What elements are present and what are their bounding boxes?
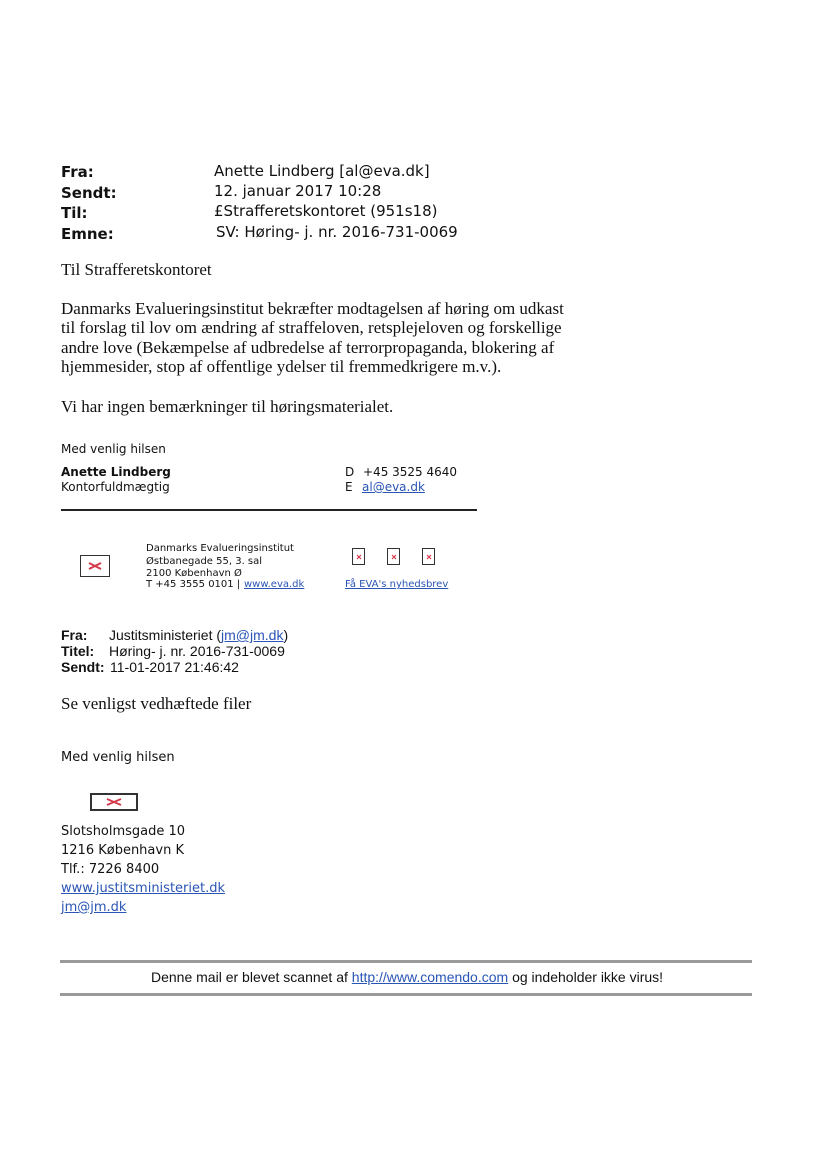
broken-image-x-icon (426, 554, 432, 560)
footer-text (151, 969, 663, 985)
sent-value: 12. januar 2017 10:28 (214, 182, 382, 200)
signature-divider (61, 509, 477, 511)
sent-label: Sendt: (61, 659, 105, 675)
eva-website-link[interactable]: www.eva.dk (244, 579, 305, 590)
eva-address-1: Østbanegade 55, 3. sal (146, 556, 263, 567)
eva-address-2: 2100 København Ø (146, 568, 242, 579)
body-line-2: til forslag til lov om ændring af straffeloven, retsplejeloven og forskellige (61, 318, 562, 337)
eva-org-name: Danmarks Evalueringsinstitut (146, 543, 294, 554)
eva-logo-broken-image-icon (80, 555, 110, 577)
from-value (109, 627, 288, 643)
broken-image-x-icon (103, 798, 125, 806)
footer-bottom-rule (60, 993, 752, 996)
from-value: Anette Lindberg [al@eva.dk] (214, 162, 430, 180)
eva-phone: T +45 3555 0101 | (146, 579, 241, 590)
jm-email-link[interactable]: jm@jm.dk (221, 627, 284, 643)
title-label: Titel: (61, 643, 95, 659)
phone-label: D (345, 465, 355, 479)
sender-email-link[interactable]: al@eva.dk (362, 480, 425, 494)
jm-contact-email-link[interactable]: jm@jm.dk (61, 900, 127, 915)
sender-name: Anette Lindberg (61, 465, 171, 479)
jm-address-2: 1216 København K (61, 843, 184, 858)
closing: Med venlig hilsen (61, 442, 166, 456)
newsletter-link[interactable]: Få EVA's nyhedsbrev (345, 579, 449, 590)
to-label: Til: (61, 204, 88, 222)
subject-value: SV: Høring- j. nr. 2016-731-0069 (216, 223, 458, 241)
broken-image-x-icon (391, 554, 397, 560)
jm-phone: Tlf.: 7226 8400 (61, 862, 160, 877)
email-label: E (345, 480, 353, 494)
from-value-text: Justitsministeriet ( (109, 627, 222, 643)
broken-image-x-icon (356, 554, 362, 560)
social-broken-image-icon[interactable] (387, 548, 400, 565)
jm-contact-block (61, 822, 225, 917)
jm-address-1: Slotsholmsgade 10 (61, 824, 186, 839)
body-line-4: hjemmesider, stop af offentlige ydelser til fremmedkrigere m.v.). (61, 357, 502, 376)
body-line-1: Danmarks Evalueringsinstitut bekræfter modtagelsen af høring om udkast (61, 299, 564, 318)
sent-label: Sendt: (61, 184, 117, 202)
comendo-link[interactable]: http://www.comendo.com (351, 969, 509, 985)
email2-body: Se venligst vedhæftede filer (61, 694, 252, 713)
from-value-close: ) (283, 627, 289, 643)
from-label: Fra: (61, 163, 94, 181)
jm-logo-broken-image-icon (90, 793, 138, 811)
footer-text-before: Denne mail er blevet scannet af (151, 969, 348, 985)
title-value: Høring- j. nr. 2016-731-0069 (109, 643, 285, 659)
jm-website-link[interactable]: www.justitsministeriet.dk (61, 881, 225, 896)
sender-title: Kontorfuldmægtig (61, 480, 170, 494)
social-broken-image-icon[interactable] (352, 548, 365, 565)
from-label: Fra: (61, 627, 88, 643)
social-broken-image-icon[interactable] (422, 548, 435, 565)
to-value: £Strafferetskontoret (951s18) (214, 202, 438, 220)
subject-label: Emne: (61, 225, 114, 243)
email2-closing: Med venlig hilsen (61, 750, 175, 765)
phone-number: +45 3525 4640 (363, 465, 458, 479)
broken-image-x-icon (87, 561, 103, 571)
sent-value: 11-01-2017 21:46:42 (110, 659, 239, 675)
footer-top-rule (60, 960, 752, 963)
footer-text-after: og indeholder ikke virus! (512, 969, 664, 985)
greeting: Til Strafferetskontoret (61, 260, 212, 279)
body-line-3: andre love (Bekæmpelse af udbredelse af terrorpropaganda, blokering af (61, 338, 555, 357)
remark: Vi har ingen bemærkninger til høringsmaterialet. (61, 397, 394, 416)
